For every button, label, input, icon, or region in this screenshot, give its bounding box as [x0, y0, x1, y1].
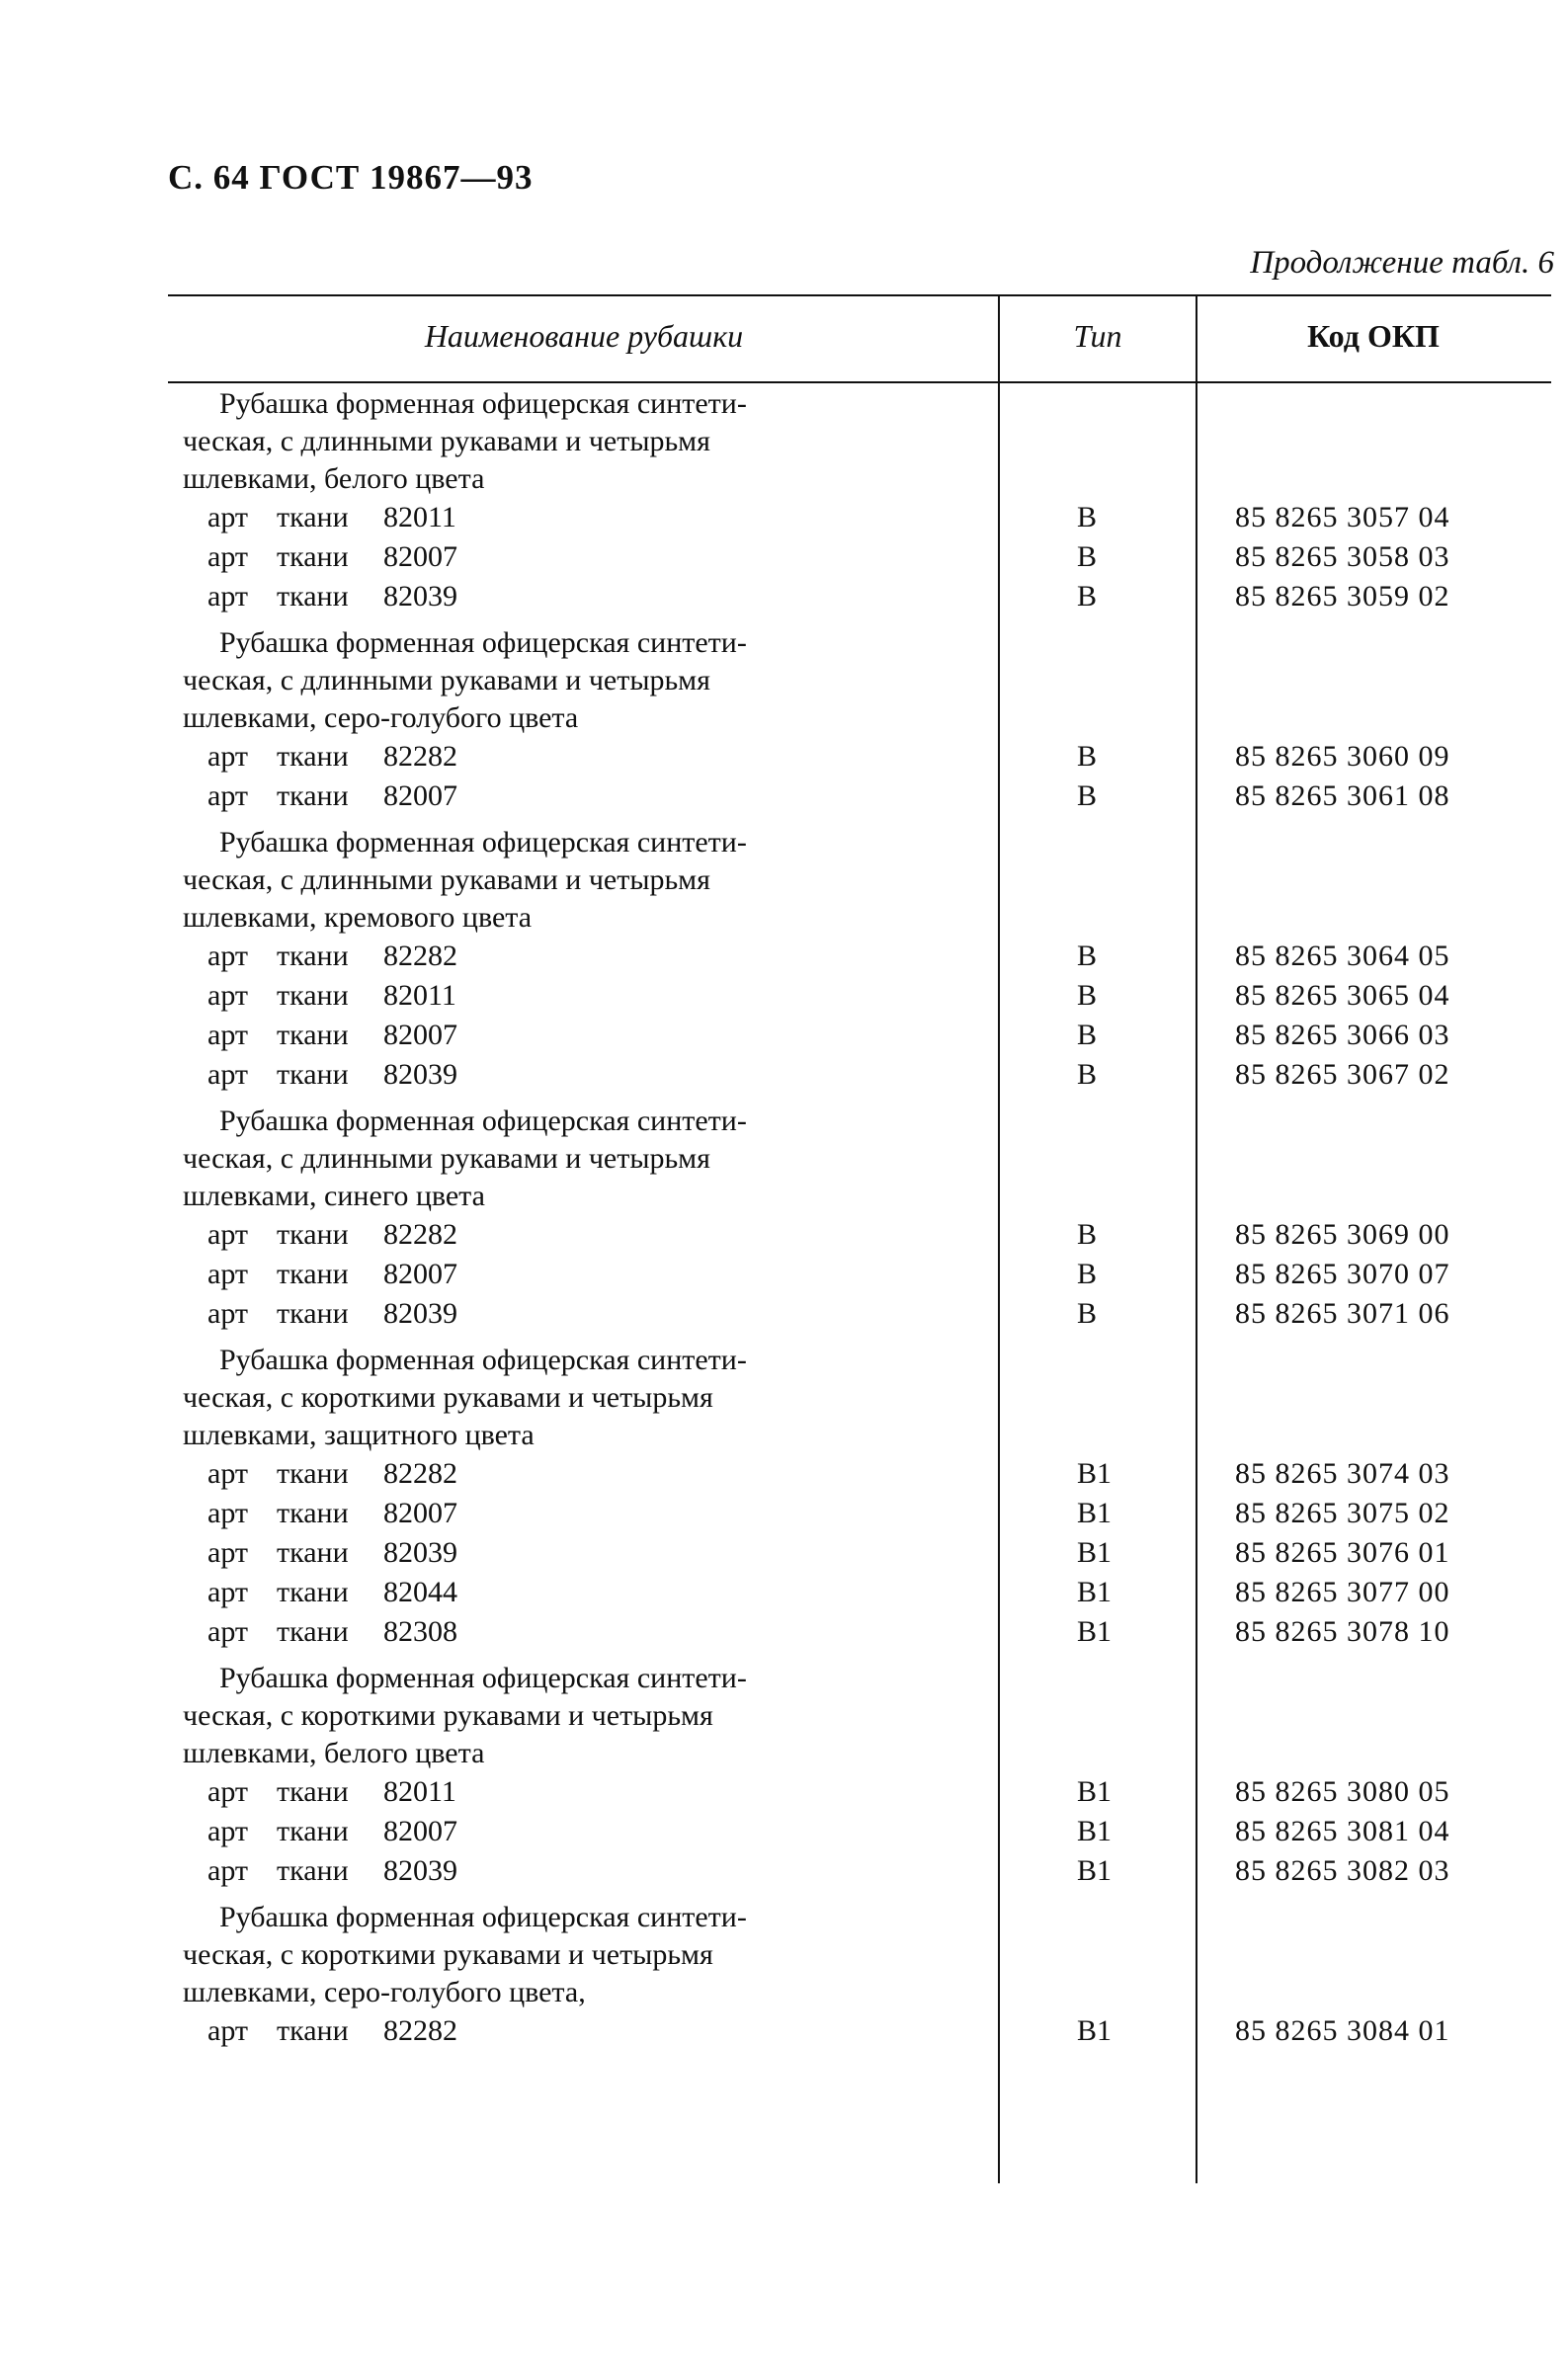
article-label: арт — [207, 501, 249, 533]
fabric-label: ткани — [277, 1058, 349, 1091]
table-header-rule — [168, 381, 1551, 383]
fabric-number: 82011 — [383, 501, 456, 533]
table-row — [168, 1533, 1551, 1573]
okp-code-cell: 85 8265 3066 03 — [1235, 1019, 1450, 1051]
article-label: арт — [207, 1615, 249, 1648]
item-description-line — [168, 1697, 1551, 1735]
fabric-number: 82039 — [383, 1058, 457, 1091]
fabric-article-cell — [207, 1294, 457, 1334]
description-text: Рубашка форменная офицерская синтети- — [219, 1105, 747, 1137]
fabric-number: 82011 — [383, 1775, 456, 1808]
item-description-line — [168, 1178, 1551, 1215]
item-description-line — [168, 385, 1551, 423]
fabric-number: 82011 — [383, 979, 456, 1012]
table-row — [168, 1454, 1551, 1494]
article-label: арт — [207, 1058, 249, 1091]
description-text: ческая, с длинными рукавами и четырьмя — [183, 863, 710, 896]
type-cell: В1 — [1077, 1536, 1113, 1569]
fabric-article-cell — [207, 1255, 457, 1294]
description-text: Рубашка форменная офицерская синтети- — [219, 387, 747, 420]
fabric-number: 82039 — [383, 580, 457, 613]
okp-code-cell: 85 8265 3067 02 — [1235, 1058, 1450, 1091]
fabric-article-cell — [207, 1454, 457, 1494]
type-cell: В — [1077, 979, 1098, 1012]
article-label: арт — [207, 1218, 249, 1251]
okp-code-cell: 85 8265 3069 00 — [1235, 1218, 1450, 1251]
description-text: ческая, с длинными рукавами и четырьмя — [183, 425, 710, 457]
article-label: арт — [207, 779, 249, 812]
fabric-number: 82007 — [383, 1815, 457, 1847]
description-text: шлевками, синего цвета — [183, 1180, 485, 1212]
type-cell: В — [1077, 1218, 1098, 1251]
fabric-label: ткани — [277, 1576, 349, 1608]
okp-code-cell: 85 8265 3084 01 — [1235, 2014, 1450, 2047]
item-description-line — [168, 824, 1551, 861]
article-label: арт — [207, 540, 249, 573]
fabric-label: ткани — [277, 1775, 349, 1808]
type-cell: В — [1077, 740, 1098, 773]
okp-code-cell: 85 8265 3059 02 — [1235, 580, 1450, 613]
fabric-label: ткани — [277, 979, 349, 1012]
type-cell: В1 — [1077, 1497, 1113, 1529]
type-cell: В — [1077, 1058, 1098, 1091]
item-description-line — [168, 699, 1551, 737]
fabric-label: ткани — [277, 1854, 349, 1887]
fabric-label: ткани — [277, 779, 349, 812]
type-cell: В1 — [1077, 1615, 1113, 1648]
fabric-label: ткани — [277, 940, 349, 972]
item-description-line — [168, 1417, 1551, 1454]
table-body — [168, 385, 1551, 2051]
fabric-number: 82007 — [383, 779, 457, 812]
table-row — [168, 498, 1551, 537]
table-row — [168, 1055, 1551, 1095]
fabric-label: ткани — [277, 1258, 349, 1290]
okp-code-cell: 85 8265 3058 03 — [1235, 540, 1450, 573]
item-description-line — [168, 1735, 1551, 1772]
article-label: арт — [207, 1457, 249, 1490]
description-text: шлевками, серо-голубого цвета — [183, 701, 579, 734]
okp-code-cell: 85 8265 3071 06 — [1235, 1297, 1450, 1330]
okp-code-cell: 85 8265 3075 02 — [1235, 1497, 1450, 1529]
description-text: ческая, с короткими рукавами и четырьмя — [183, 1381, 713, 1414]
article-label: арт — [207, 1297, 249, 1330]
fabric-label: ткани — [277, 1218, 349, 1251]
page-header: С. 64 ГОСТ 19867—93 — [168, 158, 534, 197]
type-cell: В1 — [1077, 1815, 1113, 1847]
okp-code-cell: 85 8265 3070 07 — [1235, 1258, 1450, 1290]
description-text: шлевками, белого цвета — [183, 462, 485, 495]
column-header-code: Код ОКП — [1307, 317, 1440, 354]
table-row — [168, 1573, 1551, 1612]
article-label: арт — [207, 1536, 249, 1569]
fabric-number: 82039 — [383, 1297, 457, 1330]
column-header-type: Тип — [1073, 317, 1122, 354]
description-text: ческая, с короткими рукавами и четырьмя — [183, 1938, 713, 1971]
article-label: арт — [207, 580, 249, 613]
item-description-line — [168, 1342, 1551, 1379]
article-label: арт — [207, 740, 249, 773]
table-row — [168, 1812, 1551, 1851]
fabric-label: ткани — [277, 540, 349, 573]
table-row — [168, 1494, 1551, 1533]
description-text: Рубашка форменная офицерская синтети- — [219, 1344, 747, 1376]
fabric-article-cell — [207, 1851, 457, 1891]
table-row — [168, 1016, 1551, 1055]
fabric-label: ткани — [277, 1615, 349, 1648]
fabric-label: ткани — [277, 1815, 349, 1847]
okp-code-cell: 85 8265 3065 04 — [1235, 979, 1450, 1012]
article-label: арт — [207, 1576, 249, 1608]
description-text: Рубашка форменная офицерская синтети- — [219, 826, 747, 859]
fabric-label: ткани — [277, 1019, 349, 1051]
table-row — [168, 1772, 1551, 1812]
fabric-label: ткани — [277, 740, 349, 773]
article-label: арт — [207, 1775, 249, 1808]
fabric-label: ткани — [277, 1297, 349, 1330]
fabric-label: ткани — [277, 580, 349, 613]
type-cell: В1 — [1077, 2014, 1113, 2047]
article-label: арт — [207, 940, 249, 972]
article-label: арт — [207, 2014, 249, 2047]
fabric-number: 82007 — [383, 1258, 457, 1290]
item-description-line — [168, 423, 1551, 460]
fabric-article-cell — [207, 2011, 457, 2051]
fabric-article-cell — [207, 577, 457, 616]
fabric-number: 82282 — [383, 2014, 457, 2047]
item-description-line — [168, 1974, 1551, 2011]
fabric-article-cell — [207, 1055, 457, 1095]
fabric-article-cell — [207, 737, 457, 777]
fabric-number: 82039 — [383, 1536, 457, 1569]
table-row — [168, 1612, 1551, 1652]
okp-code-cell: 85 8265 3080 05 — [1235, 1775, 1450, 1808]
item-description-line — [168, 1379, 1551, 1417]
type-cell: В — [1077, 779, 1098, 812]
fabric-article-cell — [207, 1533, 457, 1573]
fabric-label: ткани — [277, 1457, 349, 1490]
fabric-number: 82282 — [383, 940, 457, 972]
item-description-line — [168, 1660, 1551, 1697]
okp-code-cell: 85 8265 3081 04 — [1235, 1815, 1450, 1847]
fabric-label: ткани — [277, 1497, 349, 1529]
article-label: арт — [207, 979, 249, 1012]
type-cell: В — [1077, 580, 1098, 613]
type-cell: В1 — [1077, 1775, 1113, 1808]
type-cell: В — [1077, 1019, 1098, 1051]
article-label: арт — [207, 1019, 249, 1051]
item-description-line — [168, 1140, 1551, 1178]
description-text: шлевками, кремового цвета — [183, 901, 533, 934]
fabric-article-cell — [207, 1016, 457, 1055]
okp-code-cell: 85 8265 3061 08 — [1235, 779, 1450, 812]
description-text: ческая, с длинными рукавами и четырьмя — [183, 664, 710, 696]
okp-code-cell: 85 8265 3078 10 — [1235, 1615, 1450, 1648]
fabric-article-cell — [207, 537, 457, 577]
fabric-number: 82044 — [383, 1576, 457, 1608]
table-row — [168, 976, 1551, 1016]
okp-code-cell: 85 8265 3082 03 — [1235, 1854, 1450, 1887]
fabric-label: ткани — [277, 501, 349, 533]
description-text: шлевками, защитного цвета — [183, 1419, 535, 1451]
column-header-name: Наименование рубашки — [424, 317, 744, 354]
description-text: ческая, с короткими рукавами и четырьмя — [183, 1699, 713, 1732]
fabric-article-cell — [207, 498, 456, 537]
article-label: арт — [207, 1854, 249, 1887]
item-description-line — [168, 861, 1551, 899]
type-cell: В1 — [1077, 1457, 1113, 1490]
fabric-label: ткани — [277, 1536, 349, 1569]
table-top-rule — [168, 294, 1551, 296]
table-row — [168, 2011, 1551, 2051]
item-description-line — [168, 662, 1551, 699]
item-description-line — [168, 624, 1551, 662]
fabric-article-cell — [207, 1612, 457, 1652]
table-row — [168, 777, 1551, 816]
type-cell: В — [1077, 540, 1098, 573]
fabric-article-cell — [207, 777, 457, 816]
fabric-article-cell — [207, 1812, 457, 1851]
description-text: шлевками, белого цвета — [183, 1737, 485, 1769]
description-text: Рубашка форменная офицерская синтети- — [219, 1662, 747, 1694]
table-row — [168, 737, 1551, 777]
fabric-article-cell — [207, 1573, 457, 1612]
table-row — [168, 937, 1551, 976]
type-cell: В — [1077, 940, 1098, 972]
description-text: ческая, с длинными рукавами и четырьмя — [183, 1142, 710, 1175]
fabric-number: 82282 — [383, 740, 457, 773]
table-row — [168, 537, 1551, 577]
type-cell: В — [1077, 1258, 1098, 1290]
fabric-article-cell — [207, 1494, 457, 1533]
item-description-line — [168, 460, 1551, 498]
fabric-article-cell — [207, 976, 456, 1016]
fabric-article-cell — [207, 1772, 456, 1812]
okp-code-cell: 85 8265 3074 03 — [1235, 1457, 1450, 1490]
fabric-number: 82007 — [383, 1019, 457, 1051]
okp-code-cell: 85 8265 3077 00 — [1235, 1576, 1450, 1608]
fabric-article-cell — [207, 1215, 457, 1255]
description-text: Рубашка форменная офицерская синтети- — [219, 626, 747, 659]
fabric-number: 82007 — [383, 540, 457, 573]
type-cell: В — [1077, 1297, 1098, 1330]
fabric-number: 82282 — [383, 1457, 457, 1490]
type-cell: В1 — [1077, 1576, 1113, 1608]
table-row — [168, 1851, 1551, 1891]
table-row — [168, 577, 1551, 616]
fabric-number: 82039 — [383, 1854, 457, 1887]
item-description-line — [168, 1103, 1551, 1140]
type-cell: В — [1077, 501, 1098, 533]
fabric-article-cell — [207, 937, 457, 976]
item-description-line — [168, 1936, 1551, 1974]
okp-code-cell: 85 8265 3064 05 — [1235, 940, 1450, 972]
table-row — [168, 1255, 1551, 1294]
type-cell: В1 — [1077, 1854, 1113, 1887]
okp-code-cell: 85 8265 3060 09 — [1235, 740, 1450, 773]
fabric-number: 82007 — [383, 1497, 457, 1529]
article-label: арт — [207, 1497, 249, 1529]
article-label: арт — [207, 1815, 249, 1847]
item-description-line — [168, 899, 1551, 937]
fabric-number: 82282 — [383, 1218, 457, 1251]
table-continuation-label: Продолжение табл. 6 — [1250, 245, 1554, 281]
description-text: шлевками, серо-голубого цвета, — [183, 1976, 586, 2008]
okp-code-cell: 85 8265 3057 04 — [1235, 501, 1450, 533]
article-label: арт — [207, 1258, 249, 1290]
okp-code-cell: 85 8265 3076 01 — [1235, 1536, 1450, 1569]
table-row — [168, 1294, 1551, 1334]
fabric-label: ткани — [277, 2014, 349, 2047]
table-row — [168, 1215, 1551, 1255]
item-description-line — [168, 1899, 1551, 1936]
fabric-number: 82308 — [383, 1615, 457, 1648]
description-text: Рубашка форменная офицерская синтети- — [219, 1901, 747, 1933]
